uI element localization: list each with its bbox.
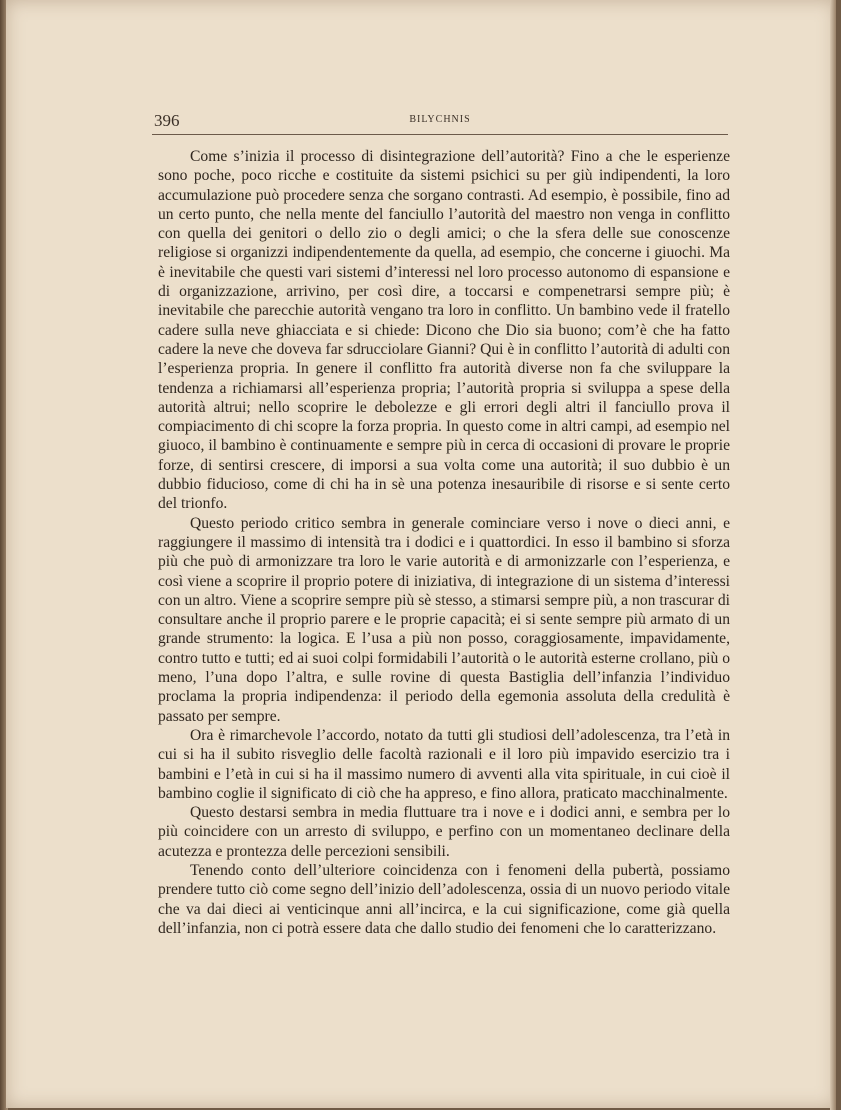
paragraph: Come s’inizia il processo di disintegrazione dell’autorità? Fino a che le esperienze sono poche, poco ricche e costituite da sistemi psichici su per giù indipendenti, la loro accumulazione può procedere senza che sorgano contrasti. Ad esempio, è possibile, fino ad un certo punto, che nella mente del fanciullo l’autorità del maestro non venga in conflitto con quella dei genitori o dello zio o degli amici; o che la sfera delle sue conoscenze religiose si organizzi indipendentemente da quella, ad esempio, che concerne i giuochi. Ma è inevitabile che questi vari sistemi d’interessi nel loro processo autonomo di espansione e di organizzazione, arrivino, per così dire, a toccarsi e compenetrarsi sempre più; è inevitabile che parecchie autorità vengano tra loro in conflitto. Un bambino vede il fratello cadere sulla neve ghiacciata e si chiede: Dicono che Dio sia buono; com’è che ha fatto cadere la neve che doveva far sdrucciolare Gianni? Qui è in conflitto l’autorità di adulti con l’esperienza propria. In genere il conflitto fra autorità diverse non fa che sviluppare la tendenza a richiamarsi all’esperienza propria; l’autorità propria si sviluppa a spese della autorità altrui; nello scoprire le debolezze e gli errori degli altri il fanciullo prova il compiacimento di chi scopre la forza propria. In questo come in altri campi, ad esempio nel giuoco, il bambino è continuamente e sempre più in cerca di occasioni di provare le proprie forze, di sentirsi crescere, di imporsi a sua volta come una autorità; il suo dubbio è un dubbio fiducioso, come di chi ha in sè una potenza inesauribile di risorse e si sente certo del trionfo.	[158, 148, 730, 513]
page-number: 396	[154, 111, 180, 130]
page-edge	[830, 0, 836, 1110]
paragraph: Questo destarsi sembra in media fluttuare tra i nove e i dodici anni, e sembra per lo più coincidere con un arresto di sviluppo, e perfino con un momentaneo declinare della acutezza e prontezza delle percezioni sensibili.	[158, 804, 730, 860]
running-title: BILYCHNIS	[409, 114, 471, 125]
body-text	[158, 147, 730, 938]
page-header	[152, 108, 728, 135]
paragraph: Questo periodo critico sembra in generale cominciare verso i nove o dieci anni, e raggiungere il massimo di intensità tra i dodici e i quattordici. In esso il bambino si sforza più che può di armonizzare tra loro le varie autorità e di armonizzarle con l’esperienza, e così viene a scoprire il proprio potere di iniziativa, di integrazione di un sistema d’interessi con un altro. Viene a scoprire sempre più sè stesso, a stimarsi sempre più, a non trascurar di consultare anche il proprio parere e le proprie capacità; ei si sente sempre più armato di un grande strumento: la logica. E l’usa a più non posso, coraggiosamente, impavidamente, contro tutto e tutti; ed ai suoi colpi formidabili l’autorità o le autorità esterne crollano, più o meno, l’una dopo l’altra, e sulle rovine di questa Bastiglia dell’infanzia l’individuo proclama la propria indipendenza: il periodo della egemonia assoluta della credulità è passato per sempre.	[158, 514, 730, 725]
paragraph: Tenendo conto dell’ulteriore coincidenza con i fenomeni della pubertà, possiamo prendere tutto ciò come segno dell’inizio dell’adolescenza, ossia di un nuovo periodo vitale che va dai dieci ai venticinque anni all’incirca, e la cui significazione, come già quella dell’infanzia, non ci potrà essere data che dallo studio dei fenomeni che lo caratterizzano.	[158, 861, 730, 937]
paragraph: Ora è rimarchevole l’accordo, notato da tutti gli studiosi dell’adolescenza, tra l’età in cui si ha il subito risveglio delle facoltà razionali e il loro più impavido esercizio tra i bambini e l’età in cui si ha il massimo numero di avventi alla vita spirituale, in cui cioè il bambino coglie il significato di ciò che ha appreso, e fino allora, praticato macchinalmente.	[158, 726, 730, 802]
